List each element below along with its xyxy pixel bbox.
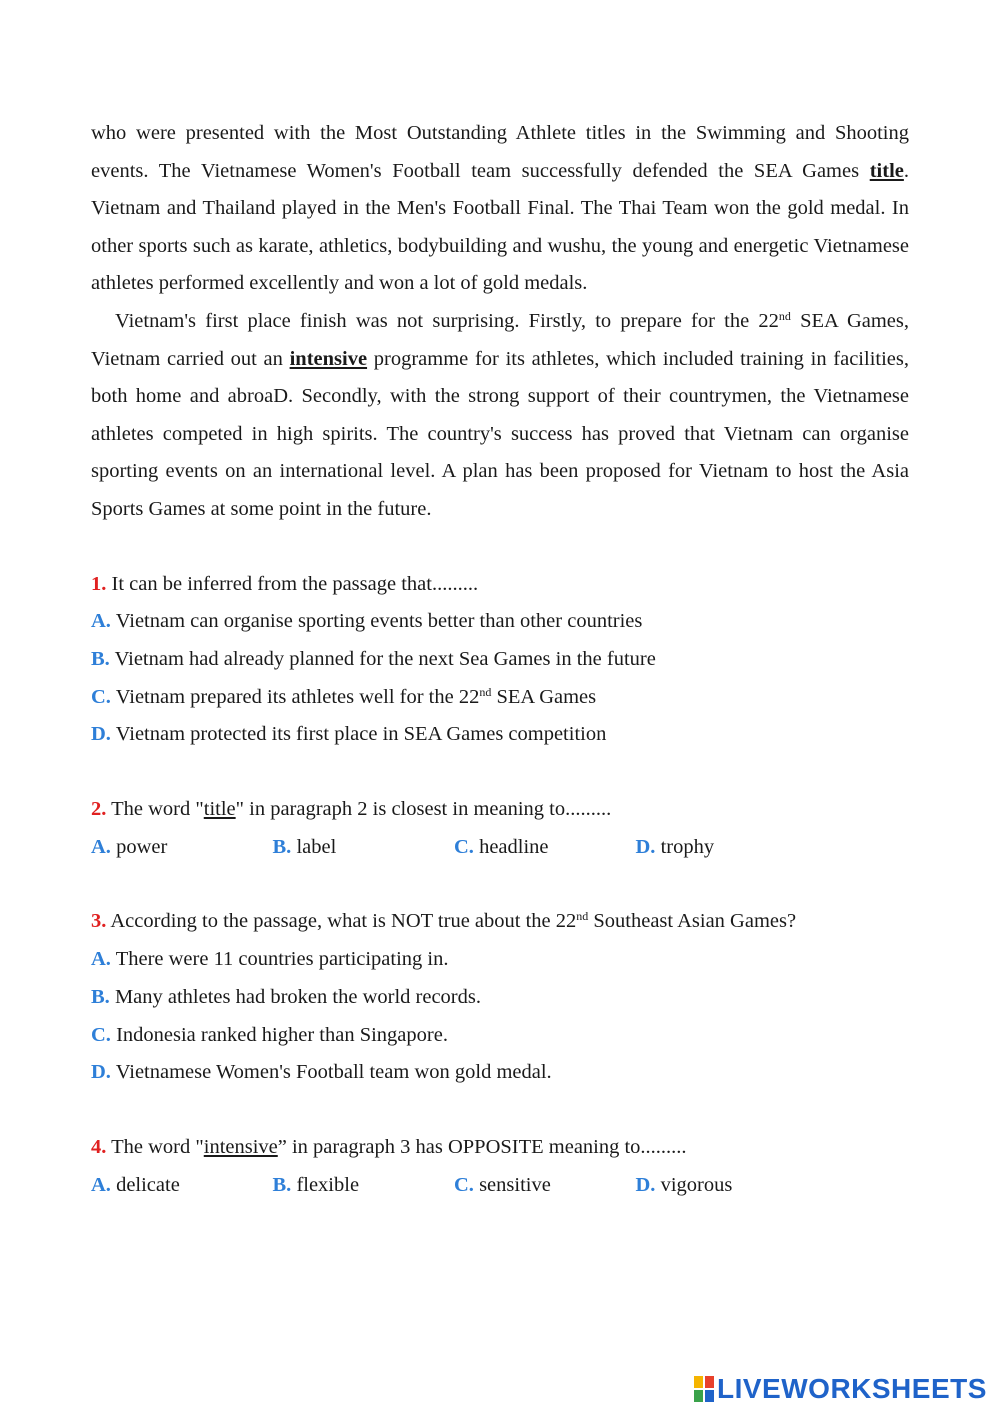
passage-paragraph-2: Vietnam's first place finish was not surprising. Firstly, to prepare for the 22nd SEA Games, Vietnam carried out an intensive programme for its athletes, which included training in facilities, both home and abroaD. Secondly, with the strong support of their countrymen, the Vietnamese athletes competed in high spirits. The country's success has proved that Vietnam can organise sporting events on an international level. A plan has been proposed for Vietnam to host the Asia Sports Games at some point in the future. <box>91 308 909 520</box>
question-3 <box>91 903 909 1092</box>
question-1-option-a[interactable]: A. Vietnam can organise sporting events better than other countries <box>91 610 643 633</box>
question-3-option-d[interactable]: D. Vietnamese Women's Football team won gold medal. <box>91 1061 552 1084</box>
question-3-stem: 3. According to the passage, what is NOT true about the 22nd Southeast Asian Games? <box>91 909 797 933</box>
question-2-option-b[interactable]: B. label <box>272 835 337 858</box>
question-3-option-c[interactable]: C. Indonesia ranked higher than Singapore. <box>91 1023 448 1046</box>
question-1-stem: 1. It can be inferred from the passage that......... <box>91 572 479 595</box>
question-4-option-a[interactable]: A. delicate <box>91 1173 180 1196</box>
question-4-stem: 4. The word "intensive” in paragraph 3 has OPPOSITE meaning to......... <box>91 1135 687 1158</box>
question-number: 4. <box>91 1135 107 1158</box>
highlighted-word-title: title <box>869 159 904 182</box>
highlighted-word-intensive: intensive <box>289 347 368 370</box>
underlined-word: title <box>203 798 236 821</box>
question-1-option-c[interactable]: C. Vietnam prepared its athletes well for the 22nd SEA Games <box>91 684 597 708</box>
question-3-option-b[interactable]: B. Many athletes had broken the world records. <box>91 985 481 1008</box>
question-2-option-d[interactable]: D. trophy <box>635 835 715 858</box>
liveworksheets-logo <box>693 1374 987 1404</box>
question-number: 1. <box>91 572 107 595</box>
question-4-option-b[interactable]: B. flexible <box>272 1173 360 1196</box>
logo-text: LIVEWORKSHEETS <box>717 1373 987 1404</box>
question-2-option-a[interactable]: A. power <box>91 835 168 858</box>
worksheet-page <box>91 115 909 1204</box>
question-2-option-c[interactable]: C. headline <box>454 835 549 858</box>
question-2 <box>91 791 909 866</box>
question-3-option-a[interactable]: A. There were 11 countries participating in. <box>91 948 449 971</box>
question-number: 3. <box>91 910 107 933</box>
passage-paragraph-1: who were presented with the Most Outstanding Athlete titles in the Swimming and Shooting events. The Vietnamese Women's Football team successfully defended the SEA Games title. Vietnam and Thailand played in the Men's Football Final. The Thai Team won the gold medal. In other sports such as karate, athletics, bodybuilding and wushu, the young and energetic Vietnamese athletes performed excellently and won a lot of gold medals. <box>91 122 909 295</box>
question-4-option-c[interactable]: C. sensitive <box>454 1173 551 1196</box>
question-2-stem: 2. The word "title" in paragraph 2 is closest in meaning to......... <box>91 798 612 821</box>
liveworksheets-logo-icon <box>693 1375 715 1403</box>
question-2-options <box>91 829 909 867</box>
question-1-option-b[interactable]: B. Vietnam had already planned for the next Sea Games in the future <box>91 647 656 670</box>
underlined-word: intensive <box>203 1135 278 1158</box>
question-4 <box>91 1129 909 1204</box>
question-1-option-d[interactable]: D. Vietnam protected its first place in SEA Games competition <box>91 723 607 746</box>
question-1 <box>91 566 909 755</box>
question-4-option-d[interactable]: D. vigorous <box>635 1173 733 1196</box>
question-number: 2. <box>91 798 107 821</box>
question-4-options <box>91 1167 909 1205</box>
